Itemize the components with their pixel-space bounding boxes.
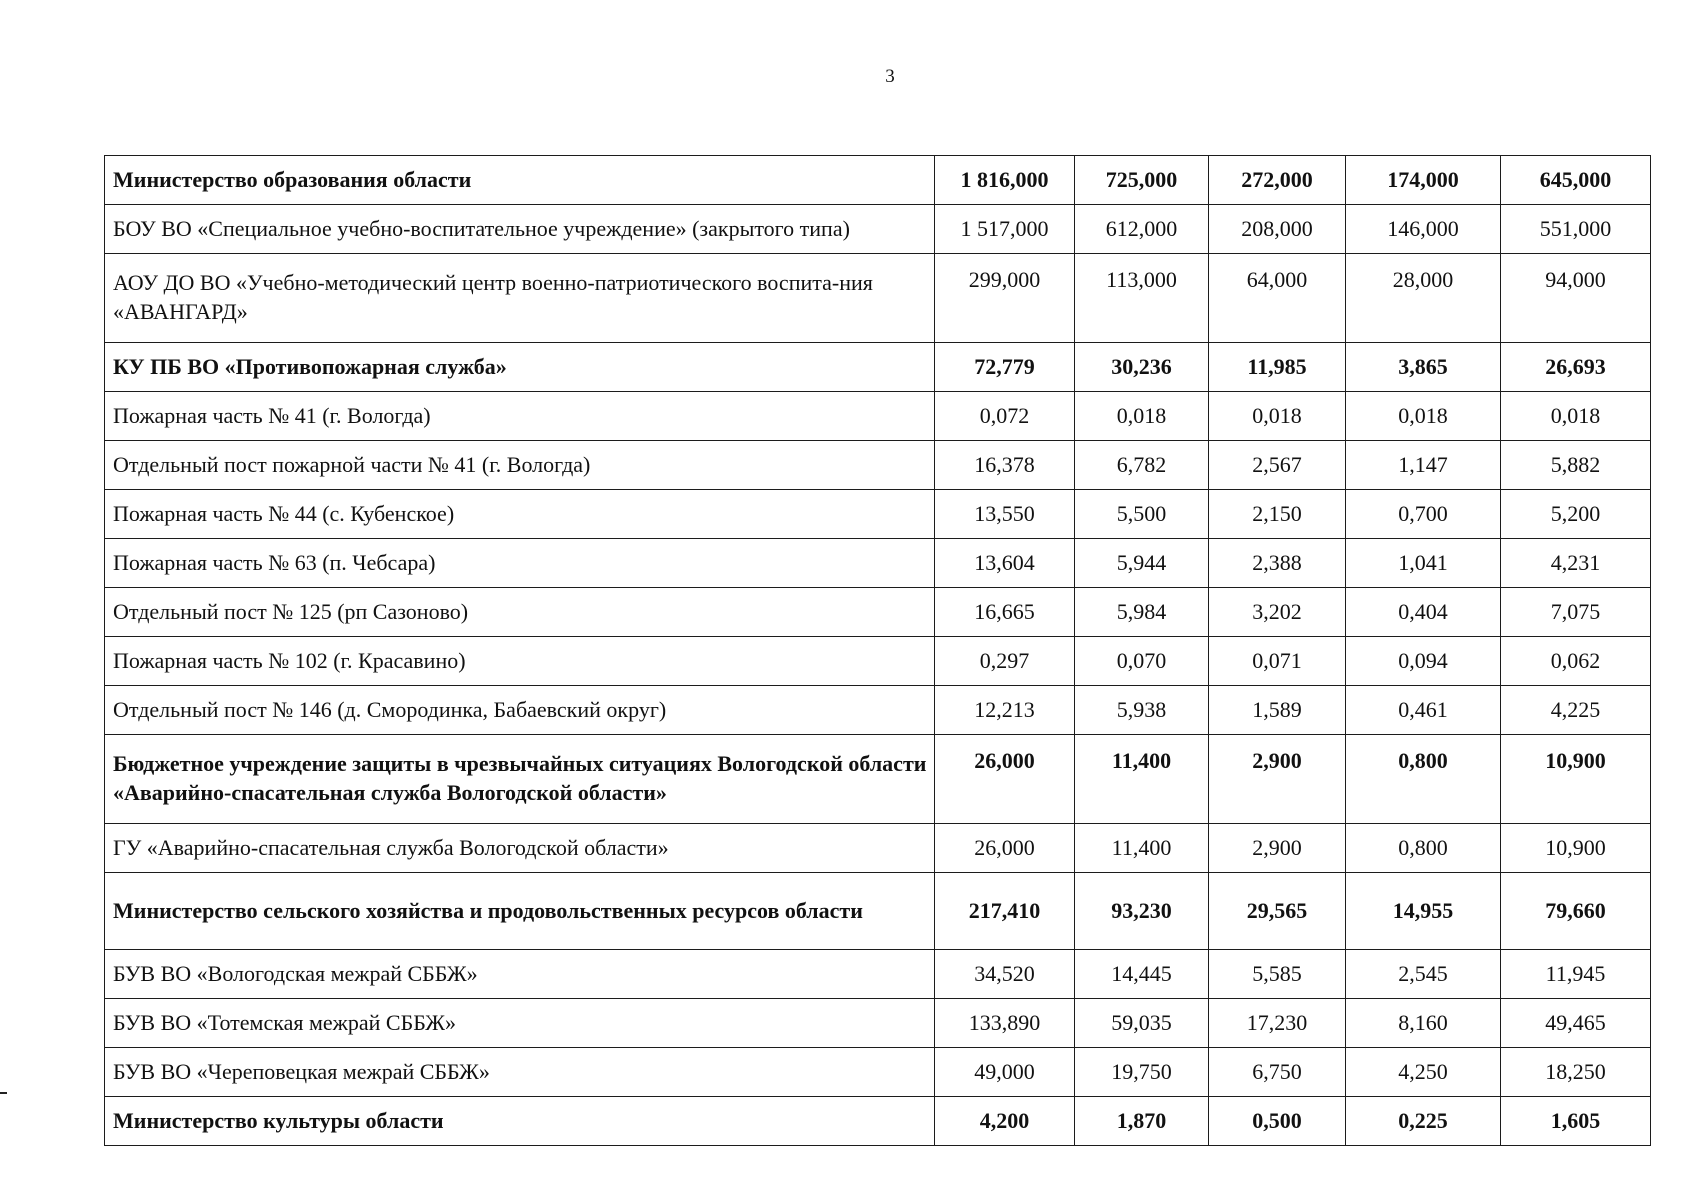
value-cell: 16,378 — [935, 441, 1075, 490]
page-number: 3 — [885, 66, 895, 87]
value-cell: 6,750 — [1209, 1048, 1346, 1097]
table-row — [105, 637, 1651, 686]
table-row — [105, 205, 1651, 254]
value-cell: 49,000 — [935, 1048, 1075, 1097]
row-name: Пожарная часть № 44 (с. Кубенское) — [105, 490, 935, 539]
value-cell: 19,750 — [1075, 1048, 1209, 1097]
value-cell: 11,400 — [1075, 824, 1209, 873]
value-cell: 208,000 — [1209, 205, 1346, 254]
table-row-fire-service — [105, 343, 1651, 392]
value-cell: 26,000 — [935, 824, 1075, 873]
row-name: Министерство сельского хозяйства и продовольственных ресурсов области — [105, 873, 935, 950]
value-cell: 11,985 — [1209, 343, 1346, 392]
row-name: Министерство образования области — [105, 156, 935, 205]
row-name: Пожарная часть № 102 (г. Красавино) — [105, 637, 935, 686]
row-name: Пожарная часть № 41 (г. Вологда) — [105, 392, 935, 441]
table-row — [105, 254, 1651, 343]
value-cell: 0,062 — [1501, 637, 1651, 686]
value-cell: 49,465 — [1501, 999, 1651, 1048]
value-cell: 1 517,000 — [935, 205, 1075, 254]
value-cell: 29,565 — [1209, 873, 1346, 950]
value-cell: 4,231 — [1501, 539, 1651, 588]
table-row — [105, 392, 1651, 441]
value-cell: 1,589 — [1209, 686, 1346, 735]
table-row — [105, 950, 1651, 999]
value-cell: 5,200 — [1501, 490, 1651, 539]
table-row — [105, 999, 1651, 1048]
value-cell: 14,445 — [1075, 950, 1209, 999]
value-cell: 34,520 — [935, 950, 1075, 999]
value-cell: 16,665 — [935, 588, 1075, 637]
value-cell: 11,400 — [1075, 735, 1209, 824]
value-cell: 299,000 — [935, 254, 1075, 343]
value-cell: 2,900 — [1209, 735, 1346, 824]
value-cell: 30,236 — [1075, 343, 1209, 392]
value-cell: 0,297 — [935, 637, 1075, 686]
row-name: ГУ «Аварийно-спасательная служба Вологодской области» — [105, 824, 935, 873]
table-row-ministry-culture — [105, 1097, 1651, 1146]
value-cell: 10,900 — [1501, 735, 1651, 824]
table-row — [105, 824, 1651, 873]
table-row — [105, 588, 1651, 637]
value-cell: 13,604 — [935, 539, 1075, 588]
value-cell: 18,250 — [1501, 1048, 1651, 1097]
row-name: Пожарная часть № 63 (п. Чебсара) — [105, 539, 935, 588]
value-cell: 0,404 — [1346, 588, 1501, 637]
value-cell: 0,500 — [1209, 1097, 1346, 1146]
row-name: Отдельный пост № 125 (рп Сазоново) — [105, 588, 935, 637]
value-cell: 4,250 — [1346, 1048, 1501, 1097]
table-row — [105, 490, 1651, 539]
value-cell: 5,585 — [1209, 950, 1346, 999]
value-cell: 645,000 — [1501, 156, 1651, 205]
table-row — [105, 686, 1651, 735]
value-cell: 2,150 — [1209, 490, 1346, 539]
value-cell: 272,000 — [1209, 156, 1346, 205]
value-cell: 0,070 — [1075, 637, 1209, 686]
value-cell: 17,230 — [1209, 999, 1346, 1048]
row-name: Бюджетное учреждение защиты в чрезвычайных ситуациях Вологодской области «Аварийно-спасательная служба Вологодской области» — [105, 735, 935, 824]
value-cell: 0,800 — [1346, 824, 1501, 873]
row-name: Отдельный пост пожарной части № 41 (г. Вологда) — [105, 441, 935, 490]
value-cell: 612,000 — [1075, 205, 1209, 254]
table-row-ministry-education — [105, 156, 1651, 205]
value-cell: 0,018 — [1075, 392, 1209, 441]
value-cell: 7,075 — [1501, 588, 1651, 637]
table-row — [105, 1048, 1651, 1097]
value-cell: 0,018 — [1209, 392, 1346, 441]
value-cell: 26,693 — [1501, 343, 1651, 392]
value-cell: 5,882 — [1501, 441, 1651, 490]
value-cell: 10,900 — [1501, 824, 1651, 873]
value-cell: 0,094 — [1346, 637, 1501, 686]
value-cell: 14,955 — [1346, 873, 1501, 950]
value-cell: 59,035 — [1075, 999, 1209, 1048]
value-cell: 0,018 — [1501, 392, 1651, 441]
row-name: БУВ ВО «Тотемская межрай СББЖ» — [105, 999, 935, 1048]
value-cell: 4,200 — [935, 1097, 1075, 1146]
row-name: Отдельный пост № 146 (д. Смородинка, Бабаевский округ) — [105, 686, 935, 735]
value-cell: 0,700 — [1346, 490, 1501, 539]
value-cell: 113,000 — [1075, 254, 1209, 343]
value-cell: 0,461 — [1346, 686, 1501, 735]
value-cell: 725,000 — [1075, 156, 1209, 205]
value-cell: 3,202 — [1209, 588, 1346, 637]
value-cell: 12,213 — [935, 686, 1075, 735]
value-cell: 64,000 — [1209, 254, 1346, 343]
value-cell: 1,147 — [1346, 441, 1501, 490]
row-name: КУ ПБ ВО «Противопожарная служба» — [105, 343, 935, 392]
value-cell: 5,984 — [1075, 588, 1209, 637]
value-cell: 2,545 — [1346, 950, 1501, 999]
value-cell: 5,944 — [1075, 539, 1209, 588]
value-cell: 3,865 — [1346, 343, 1501, 392]
value-cell: 79,660 — [1501, 873, 1651, 950]
value-cell: 72,779 — [935, 343, 1075, 392]
value-cell: 93,230 — [1075, 873, 1209, 950]
value-cell: 0,800 — [1346, 735, 1501, 824]
table-row-ministry-agriculture — [105, 873, 1651, 950]
value-cell: 6,782 — [1075, 441, 1209, 490]
value-cell: 2,567 — [1209, 441, 1346, 490]
table-row — [105, 441, 1651, 490]
table-row-emergency-service — [105, 735, 1651, 824]
value-cell: 0,018 — [1346, 392, 1501, 441]
margin-mark — [0, 1092, 7, 1094]
budget-table — [104, 155, 1651, 1146]
row-name: АОУ ДО ВО «Учебно-методический центр военно-патриотического воспита-ния «АВАНГАРД» — [105, 254, 935, 343]
value-cell: 1,870 — [1075, 1097, 1209, 1146]
value-cell: 0,225 — [1346, 1097, 1501, 1146]
value-cell: 133,890 — [935, 999, 1075, 1048]
value-cell: 94,000 — [1501, 254, 1651, 343]
row-name: БОУ ВО «Специальное учебно-воспитательное учреждение» (закрытого типа) — [105, 205, 935, 254]
value-cell: 28,000 — [1346, 254, 1501, 343]
value-cell: 551,000 — [1501, 205, 1651, 254]
value-cell: 26,000 — [935, 735, 1075, 824]
row-name: Министерство культуры области — [105, 1097, 935, 1146]
value-cell: 5,938 — [1075, 686, 1209, 735]
value-cell: 217,410 — [935, 873, 1075, 950]
table-row — [105, 539, 1651, 588]
value-cell: 4,225 — [1501, 686, 1651, 735]
value-cell: 2,388 — [1209, 539, 1346, 588]
value-cell: 174,000 — [1346, 156, 1501, 205]
value-cell: 8,160 — [1346, 999, 1501, 1048]
value-cell: 0,072 — [935, 392, 1075, 441]
value-cell: 2,900 — [1209, 824, 1346, 873]
value-cell: 11,945 — [1501, 950, 1651, 999]
value-cell: 5,500 — [1075, 490, 1209, 539]
value-cell: 1,041 — [1346, 539, 1501, 588]
value-cell: 13,550 — [935, 490, 1075, 539]
value-cell: 1,605 — [1501, 1097, 1651, 1146]
value-cell: 1 816,000 — [935, 156, 1075, 205]
row-name: БУВ ВО «Вологодская межрай СББЖ» — [105, 950, 935, 999]
value-cell: 146,000 — [1346, 205, 1501, 254]
row-name: БУВ ВО «Череповецкая межрай СББЖ» — [105, 1048, 935, 1097]
value-cell: 0,071 — [1209, 637, 1346, 686]
